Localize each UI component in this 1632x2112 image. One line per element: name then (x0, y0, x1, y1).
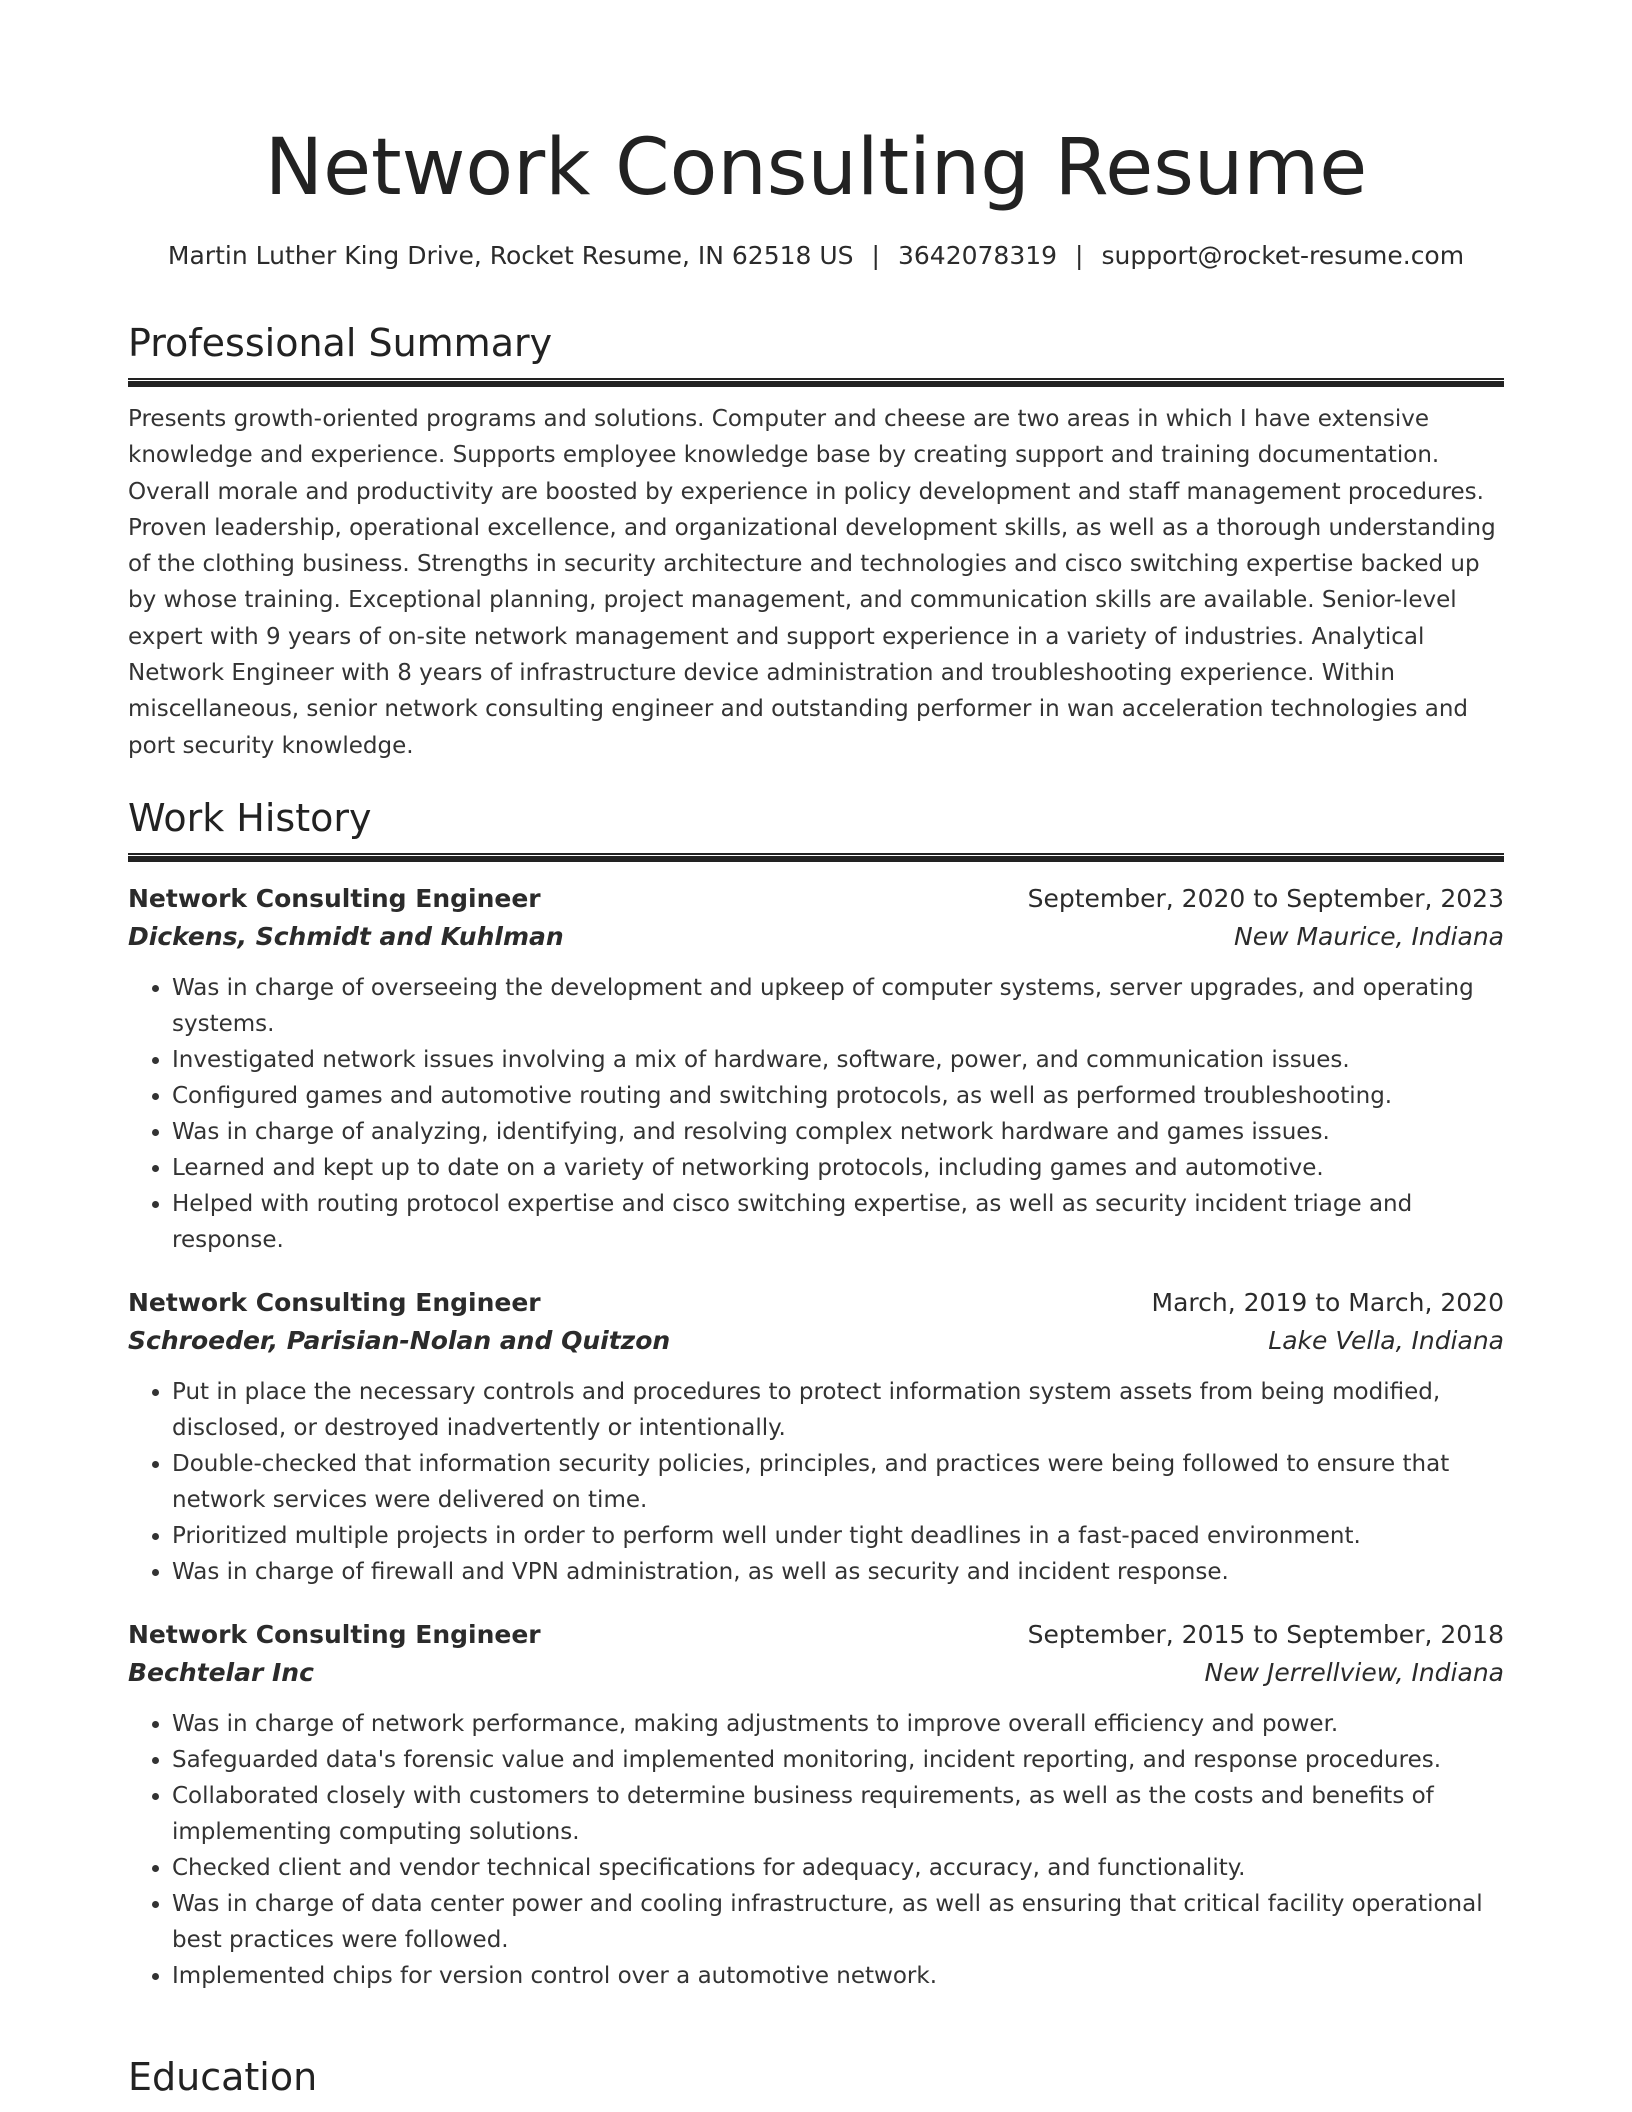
job-bullet: • Safeguarded data's forensic value and implemented monitoring, incident reporting, and response procedures. (172, 1742, 1504, 1778)
job-dates: September, 2020 to September, 2023 (1027, 884, 1504, 913)
education-heading: Education (128, 2055, 318, 2099)
job-bullet-list (128, 970, 1504, 1258)
job-bullet: • Was in charge of analyzing, identifying, and resolving complex network hardware and games issues. (172, 1114, 1504, 1150)
job-bullet: • Configured games and automotive routing and switching protocols, as well as performed troubleshooting. (172, 1078, 1504, 1114)
contact-phone: 3642078319 (897, 241, 1058, 270)
work-history-section (128, 793, 1504, 1994)
job-bullet-list (128, 1374, 1504, 1590)
contact-address: Martin Luther King Drive, Rocket Resume, IN 62518 US (167, 241, 854, 270)
job-bullet: • Was in charge of firewall and VPN administration, as well as security and incident response. (172, 1554, 1504, 1590)
job-bullet: • Investigated network issues involving a mix of hardware, software, power, and communication issues. (172, 1042, 1504, 1078)
job-bullet: • Implemented chips for version control over a automotive network. (172, 1958, 1504, 1994)
job-bullet: • Was in charge of network performance, making adjustments to improve overall efficiency and power. (172, 1706, 1504, 1742)
job-subheader-row (128, 918, 1504, 956)
job-dates: March, 2019 to March, 2020 (1151, 1288, 1504, 1317)
contact-line (128, 238, 1504, 274)
job-bullet: • Helped with routing protocol expertise and cisco switching expertise, as well as security incident triage and response. (172, 1186, 1504, 1258)
page-title: Network Consulting Resume (264, 123, 1368, 213)
job-bullet: • Put in place the necessary controls and procedures to protect information system assets from being modified, disclosed, or destroyed inadvertently or intentionally. (172, 1374, 1504, 1446)
work-history-heading: Work History (128, 796, 372, 840)
job-dates: September, 2015 to September, 2018 (1027, 1620, 1504, 1649)
job-subheader-row (128, 1654, 1504, 1692)
summary-section (128, 318, 1504, 764)
job-location: New Maurice, Indiana (1234, 922, 1504, 951)
job-company: Bechtelar Inc (128, 1658, 314, 1687)
summary-text: Presents growth-oriented programs and solutions. Computer and cheese are two areas in which I have extensive knowledge and experience. Supports employee knowledge base by creating support and training documentation. Overall morale and productivity are boosted by experience in policy development and staff management procedures. Proven leadership, operational excellence, and organizational development skills, as well as a thorough understanding of the clothing business. Strengths in security architecture and technologies and cisco switching expertise backed up by whose training. Exceptional planning, project management, and communication skills are available. Senior-level expert with 9 years of on-site network management and support experience in a variety of industries. Analytical Network Engineer with 8 years of infrastructure device administration and troubleshooting experience. Within miscellaneous, senior network consulting engineer and outstanding performer in wan acceleration technologies and port security knowledge. (128, 406, 1496, 759)
job-title: Network Consulting Engineer (128, 1288, 541, 1317)
job-title: Network Consulting Engineer (128, 884, 541, 913)
job-header-row (128, 1284, 1504, 1322)
job-company: Schroeder, Parisian-Nolan and Quitzon (128, 1326, 671, 1355)
contact-email: support@rocket-resume.com (1101, 241, 1465, 270)
contact-separator: | (871, 241, 880, 270)
job-header-row (128, 1616, 1504, 1654)
education-section (128, 2052, 1504, 2102)
job-bullet: • Double-checked that information security policies, principles, and practices were being followed to ensure that network services were delivered on time. (172, 1446, 1504, 1518)
job-bullet: • Checked client and vendor technical specifications for adequacy, accuracy, and functionality. (172, 1850, 1504, 1886)
section-divider (128, 378, 1504, 387)
job-bullet: • Was in charge of data center power and cooling infrastructure, as well as ensuring that critical facility operational best practices were followed. (172, 1886, 1504, 1958)
job-location: Lake Vella, Indiana (1268, 1326, 1504, 1355)
job-company: Dickens, Schmidt and Kuhlman (128, 922, 564, 951)
job-location: New Jerrellview, Indiana (1204, 1658, 1504, 1687)
summary-heading: Professional Summary (128, 321, 553, 365)
job-header-row (128, 880, 1504, 918)
job-entry (128, 880, 1504, 1258)
section-divider (128, 853, 1504, 862)
job-bullet-list (128, 1706, 1504, 1994)
job-entry (128, 1616, 1504, 1994)
contact-separator: | (1075, 241, 1084, 270)
job-bullet: • Learned and kept up to date on a variety of networking protocols, including games and automotive. (172, 1150, 1504, 1186)
job-bullet: • Was in charge of overseeing the development and upkeep of computer systems, server upgrades, and operating systems. (172, 970, 1504, 1042)
job-subheader-row (128, 1322, 1504, 1360)
job-bullet: • Prioritized multiple projects in order to perform well under tight deadlines in a fast-paced environment. (172, 1518, 1504, 1554)
job-bullet: • Collaborated closely with customers to determine business requirements, as well as the costs and benefits of implementing computing solutions. (172, 1778, 1504, 1850)
job-entry (128, 1284, 1504, 1590)
job-title: Network Consulting Engineer (128, 1620, 541, 1649)
